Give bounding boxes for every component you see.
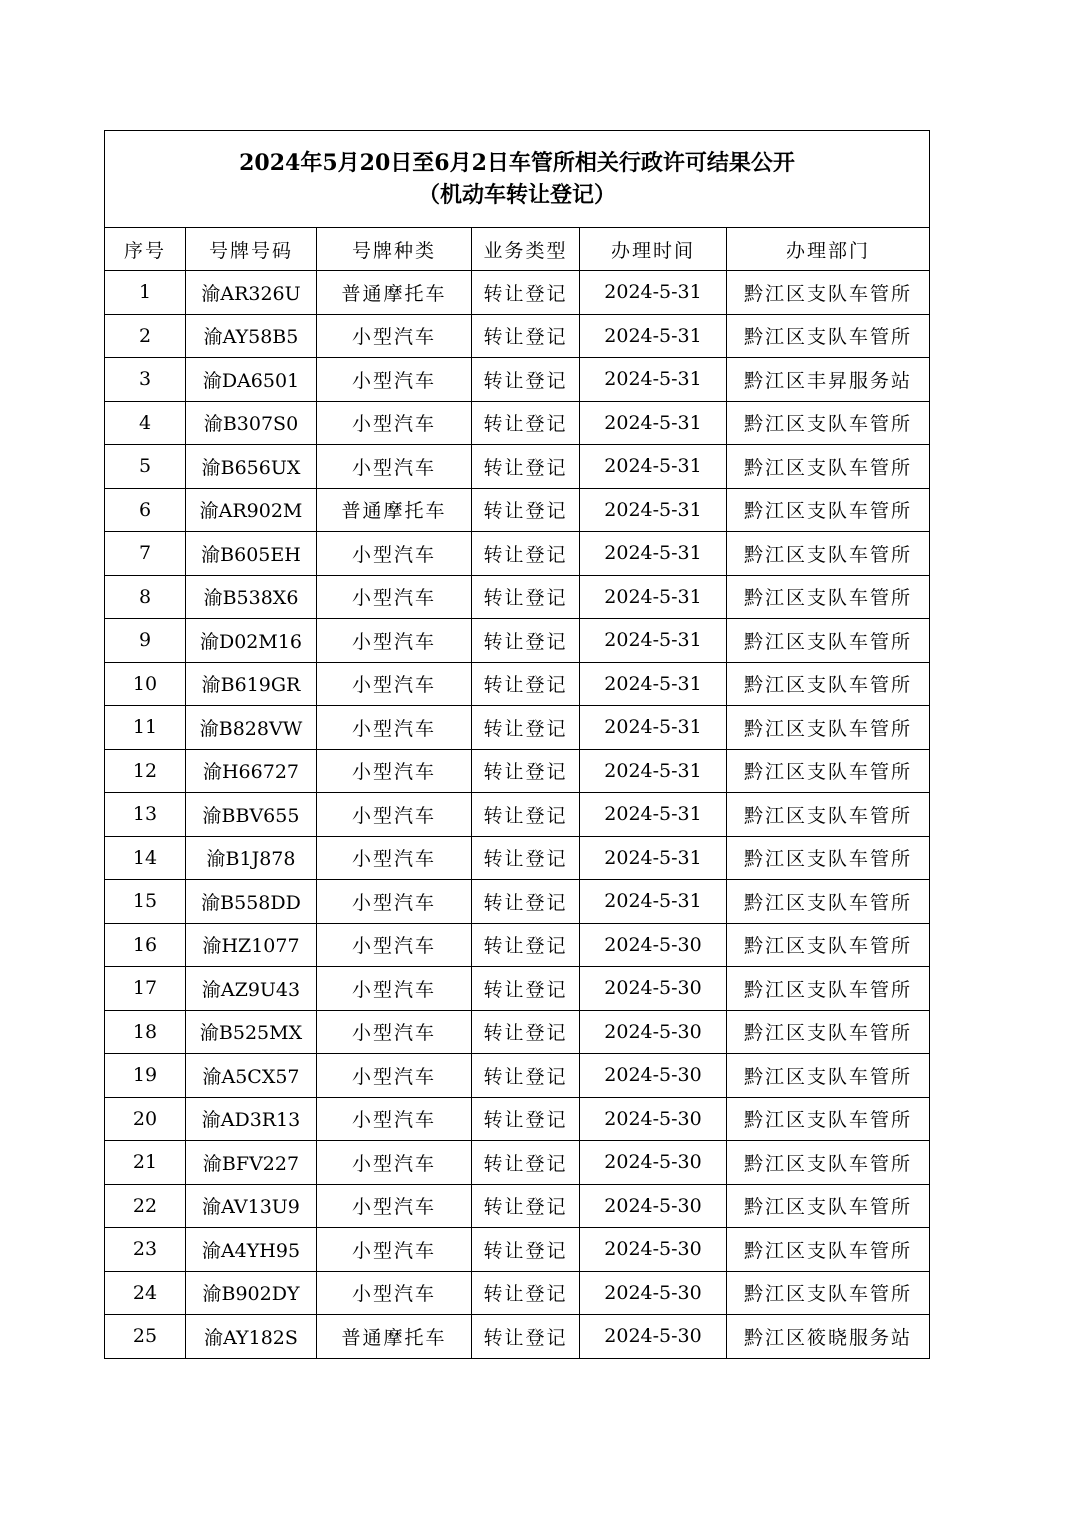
table-row: [105, 1315, 930, 1359]
table-row: [105, 1228, 930, 1272]
cell-plate-number: 渝B605EH: [186, 532, 317, 576]
cell-index: 25: [105, 1315, 186, 1359]
table-row: [105, 532, 930, 576]
cell-index: 5: [105, 445, 186, 489]
cell-department: 黔江区支队车管所: [727, 1054, 930, 1098]
cell-department: 黔江区支队车管所: [727, 1010, 930, 1054]
cell-index: 6: [105, 488, 186, 532]
cell-business-type: 转让登记: [472, 358, 580, 402]
cell-plate-number: 渝AV13U9: [186, 1184, 317, 1228]
cell-process-date: 2024-5-30: [580, 1228, 727, 1272]
cell-department: 黔江区支队车管所: [727, 836, 930, 880]
cell-plate-type: 普通摩托车: [317, 1315, 472, 1359]
header-business-type: 业务类型: [472, 228, 580, 271]
cell-plate-number: 渝B619GR: [186, 662, 317, 706]
cell-plate-type: 小型汽车: [317, 1184, 472, 1228]
table-row: [105, 1271, 930, 1315]
cell-plate-type: 小型汽车: [317, 793, 472, 837]
cell-business-type: 转让登记: [472, 532, 580, 576]
cell-business-type: 转让登记: [472, 880, 580, 924]
table-row: [105, 749, 930, 793]
cell-business-type: 转让登记: [472, 1141, 580, 1185]
table-row: [105, 1010, 930, 1054]
cell-business-type: 转让登记: [472, 445, 580, 489]
cell-plate-number: 渝A4YH95: [186, 1228, 317, 1272]
table-row: [105, 1184, 930, 1228]
cell-business-type: 转让登记: [472, 575, 580, 619]
cell-process-date: 2024-5-31: [580, 575, 727, 619]
cell-plate-type: 小型汽车: [317, 1141, 472, 1185]
cell-department: 黔江区支队车管所: [727, 880, 930, 924]
cell-business-type: 转让登记: [472, 923, 580, 967]
cell-process-date: 2024-5-31: [580, 749, 727, 793]
title-line-1: 2024年5月20日至6月2日车管所相关行政许可结果公开: [239, 150, 795, 176]
cell-index: 10: [105, 662, 186, 706]
cell-index: 9: [105, 619, 186, 663]
cell-plate-type: 小型汽车: [317, 314, 472, 358]
cell-process-date: 2024-5-31: [580, 836, 727, 880]
table-row: [105, 445, 930, 489]
table-row: [105, 793, 930, 837]
cell-index: 2: [105, 314, 186, 358]
cell-plate-number: 渝AD3R13: [186, 1097, 317, 1141]
table-row: [105, 967, 930, 1011]
cell-index: 13: [105, 793, 186, 837]
cell-department: 黔江区支队车管所: [727, 1184, 930, 1228]
cell-plate-number: 渝B1J878: [186, 836, 317, 880]
cell-department: 黔江区支队车管所: [727, 1228, 930, 1272]
cell-process-date: 2024-5-31: [580, 358, 727, 402]
cell-plate-type: 普通摩托车: [317, 271, 472, 315]
table-row: [105, 314, 930, 358]
cell-business-type: 转让登记: [472, 314, 580, 358]
cell-department: 黔江区支队车管所: [727, 1097, 930, 1141]
cell-plate-number: 渝AZ9U43: [186, 967, 317, 1011]
title-line-2: （机动车转让登记）: [417, 182, 616, 208]
cell-index: 15: [105, 880, 186, 924]
cell-department: 黔江区支队车管所: [727, 575, 930, 619]
cell-plate-type: 小型汽车: [317, 401, 472, 445]
table-row: [105, 923, 930, 967]
cell-plate-number: 渝BBV655: [186, 793, 317, 837]
cell-plate-number: 渝DA6501: [186, 358, 317, 402]
cell-plate-number: 渝B558DD: [186, 880, 317, 924]
table-row: [105, 1097, 930, 1141]
cell-department: 黔江区支队车管所: [727, 401, 930, 445]
cell-index: 19: [105, 1054, 186, 1098]
table-row: [105, 836, 930, 880]
cell-plate-type: 小型汽车: [317, 923, 472, 967]
cell-department: 黔江区支队车管所: [727, 967, 930, 1011]
table-row: [105, 271, 930, 315]
table-row: [105, 575, 930, 619]
cell-plate-type: 小型汽车: [317, 967, 472, 1011]
cell-plate-type: 小型汽车: [317, 1228, 472, 1272]
cell-process-date: 2024-5-30: [580, 1184, 727, 1228]
cell-business-type: 转让登记: [472, 706, 580, 750]
cell-plate-number: 渝AY58B5: [186, 314, 317, 358]
cell-index: 24: [105, 1271, 186, 1315]
cell-index: 18: [105, 1010, 186, 1054]
cell-plate-number: 渝D02M16: [186, 619, 317, 663]
cell-department: 黔江区支队车管所: [727, 706, 930, 750]
cell-plate-type: 小型汽车: [317, 662, 472, 706]
cell-department: 黔江区支队车管所: [727, 1141, 930, 1185]
cell-plate-type: 小型汽车: [317, 749, 472, 793]
cell-plate-type: 小型汽车: [317, 1054, 472, 1098]
cell-business-type: 转让登记: [472, 1271, 580, 1315]
cell-process-date: 2024-5-30: [580, 1010, 727, 1054]
header-process-date: 办理时间: [580, 228, 727, 271]
cell-department: 黔江区支队车管所: [727, 1271, 930, 1315]
cell-business-type: 转让登记: [472, 749, 580, 793]
cell-department: 黔江区支队车管所: [727, 619, 930, 663]
cell-index: 20: [105, 1097, 186, 1141]
cell-index: 3: [105, 358, 186, 402]
cell-process-date: 2024-5-31: [580, 619, 727, 663]
table-row: [105, 488, 930, 532]
cell-process-date: 2024-5-30: [580, 923, 727, 967]
cell-business-type: 转让登记: [472, 967, 580, 1011]
cell-department: 黔江区支队车管所: [727, 488, 930, 532]
cell-index: 21: [105, 1141, 186, 1185]
table-title: [105, 131, 930, 228]
table-row: [105, 706, 930, 750]
cell-index: 22: [105, 1184, 186, 1228]
table-row: [105, 619, 930, 663]
header-plate-type: 号牌种类: [317, 228, 472, 271]
cell-plate-type: 小型汽车: [317, 445, 472, 489]
cell-business-type: 转让登记: [472, 1228, 580, 1272]
cell-department: 黔江区支队车管所: [727, 271, 930, 315]
cell-plate-number: 渝B656UX: [186, 445, 317, 489]
cell-process-date: 2024-5-30: [580, 967, 727, 1011]
cell-plate-type: 小型汽车: [317, 706, 472, 750]
cell-index: 14: [105, 836, 186, 880]
cell-plate-type: 小型汽车: [317, 1097, 472, 1141]
cell-process-date: 2024-5-30: [580, 1097, 727, 1141]
cell-process-date: 2024-5-31: [580, 706, 727, 750]
cell-plate-type: 小型汽车: [317, 1010, 472, 1054]
cell-plate-type: 小型汽车: [317, 358, 472, 402]
header-row: [105, 228, 930, 271]
cell-plate-type: 小型汽车: [317, 619, 472, 663]
cell-business-type: 转让登记: [472, 1097, 580, 1141]
header-plate-number: 号牌号码: [186, 228, 317, 271]
cell-process-date: 2024-5-30: [580, 1141, 727, 1185]
table-row: [105, 401, 930, 445]
table-body: [105, 271, 930, 1359]
cell-business-type: 转让登记: [472, 1010, 580, 1054]
cell-plate-number: 渝AR902M: [186, 488, 317, 532]
cell-plate-type: 小型汽车: [317, 575, 472, 619]
header-department: 办理部门: [727, 228, 930, 271]
cell-process-date: 2024-5-30: [580, 1315, 727, 1359]
cell-index: 1: [105, 271, 186, 315]
cell-index: 4: [105, 401, 186, 445]
cell-plate-number: 渝B307S0: [186, 401, 317, 445]
cell-process-date: 2024-5-31: [580, 793, 727, 837]
cell-plate-type: 小型汽车: [317, 836, 472, 880]
cell-department: 黔江区筱晓服务站: [727, 1315, 930, 1359]
cell-process-date: 2024-5-30: [580, 1271, 727, 1315]
cell-department: 黔江区支队车管所: [727, 532, 930, 576]
table-row: [105, 1054, 930, 1098]
cell-plate-number: 渝B538X6: [186, 575, 317, 619]
cell-index: 11: [105, 706, 186, 750]
cell-plate-type: 小型汽车: [317, 532, 472, 576]
table-row: [105, 358, 930, 402]
cell-index: 17: [105, 967, 186, 1011]
cell-business-type: 转让登记: [472, 793, 580, 837]
cell-department: 黔江区支队车管所: [727, 749, 930, 793]
cell-process-date: 2024-5-31: [580, 314, 727, 358]
cell-plate-number: 渝B902DY: [186, 1271, 317, 1315]
cell-plate-number: 渝HZ1077: [186, 923, 317, 967]
cell-index: 16: [105, 923, 186, 967]
cell-business-type: 转让登记: [472, 1184, 580, 1228]
cell-business-type: 转让登记: [472, 662, 580, 706]
cell-index: 8: [105, 575, 186, 619]
cell-process-date: 2024-5-31: [580, 662, 727, 706]
cell-plate-type: 普通摩托车: [317, 488, 472, 532]
cell-business-type: 转让登记: [472, 1054, 580, 1098]
table-row: [105, 662, 930, 706]
cell-process-date: 2024-5-31: [580, 532, 727, 576]
results-table: [104, 130, 930, 1359]
cell-business-type: 转让登记: [472, 401, 580, 445]
cell-plate-number: 渝B525MX: [186, 1010, 317, 1054]
cell-business-type: 转让登记: [472, 1315, 580, 1359]
cell-process-date: 2024-5-31: [580, 401, 727, 445]
cell-plate-number: 渝H66727: [186, 749, 317, 793]
cell-plate-number: 渝B828VW: [186, 706, 317, 750]
cell-process-date: 2024-5-31: [580, 488, 727, 532]
cell-plate-number: 渝AY182S: [186, 1315, 317, 1359]
cell-process-date: 2024-5-31: [580, 271, 727, 315]
cell-business-type: 转让登记: [472, 619, 580, 663]
cell-business-type: 转让登记: [472, 836, 580, 880]
header-index: 序号: [105, 228, 186, 271]
cell-department: 黔江区支队车管所: [727, 923, 930, 967]
cell-plate-number: 渝BFV227: [186, 1141, 317, 1185]
cell-plate-number: 渝AR326U: [186, 271, 317, 315]
table-row: [105, 880, 930, 924]
cell-department: 黔江区支队车管所: [727, 793, 930, 837]
cell-department: 黔江区丰昇服务站: [727, 358, 930, 402]
cell-business-type: 转让登记: [472, 488, 580, 532]
cell-index: 7: [105, 532, 186, 576]
cell-process-date: 2024-5-31: [580, 880, 727, 924]
cell-process-date: 2024-5-31: [580, 445, 727, 489]
cell-department: 黔江区支队车管所: [727, 445, 930, 489]
cell-index: 12: [105, 749, 186, 793]
cell-business-type: 转让登记: [472, 271, 580, 315]
cell-plate-number: 渝A5CX57: [186, 1054, 317, 1098]
cell-department: 黔江区支队车管所: [727, 662, 930, 706]
cell-plate-type: 小型汽车: [317, 880, 472, 924]
cell-department: 黔江区支队车管所: [727, 314, 930, 358]
table-row: [105, 1141, 930, 1185]
cell-process-date: 2024-5-30: [580, 1054, 727, 1098]
cell-index: 23: [105, 1228, 186, 1272]
cell-plate-type: 小型汽车: [317, 1271, 472, 1315]
